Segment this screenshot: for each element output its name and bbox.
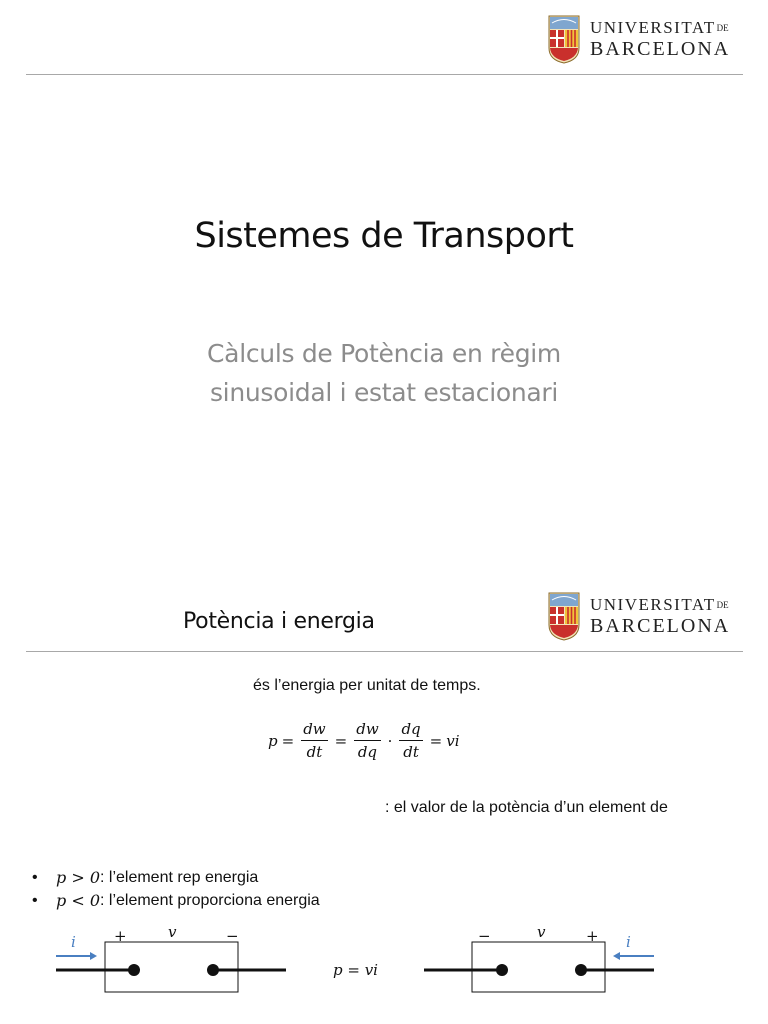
voltage-label: v bbox=[168, 923, 177, 941]
current-label: i bbox=[71, 933, 76, 951]
power-definition: és l’energia per unitat de temps. bbox=[253, 677, 481, 694]
header-divider bbox=[26, 74, 743, 75]
slide-title: Potència i energia bbox=[183, 609, 375, 634]
bullet-math: p < 0 bbox=[56, 891, 100, 910]
logo-wordmark bbox=[590, 19, 730, 59]
list-item bbox=[32, 889, 320, 912]
sign-convention-list bbox=[32, 866, 320, 912]
voltage-label: v bbox=[537, 923, 546, 941]
denominator: dq bbox=[357, 743, 378, 761]
subtitle-line-2: sinusoidal i estat estacionari bbox=[209, 378, 559, 407]
fraction-dq-dt bbox=[399, 720, 422, 761]
list-item bbox=[32, 866, 320, 889]
numerator: dw bbox=[301, 720, 327, 741]
power-sign-note: : el valor de la potència d’un element de bbox=[385, 799, 668, 816]
logo-wordmark bbox=[590, 596, 730, 636]
fraction-dw-dt bbox=[301, 720, 327, 761]
logo-line1: UNIVERSITATDE bbox=[590, 595, 729, 614]
formula-p: p bbox=[268, 731, 278, 750]
numerator: dq bbox=[399, 720, 422, 741]
formula-equals-2: = bbox=[334, 731, 348, 750]
bullet: • bbox=[32, 868, 38, 886]
header-divider bbox=[26, 651, 743, 652]
terminal-left bbox=[128, 964, 140, 976]
shield-icon bbox=[547, 591, 581, 641]
bullet-text: : l’element rep energia bbox=[100, 868, 259, 886]
subtitle-line-1: Càlculs de Potència en règim bbox=[207, 339, 561, 368]
arrow-right-icon bbox=[90, 952, 97, 960]
minus-sign: − bbox=[478, 927, 491, 945]
formula-vi: vi bbox=[446, 731, 460, 750]
power-product: p = vi bbox=[333, 961, 378, 979]
formula-equals-3: = bbox=[429, 731, 443, 750]
denominator: dt bbox=[306, 743, 323, 761]
arrow-left-icon bbox=[613, 952, 620, 960]
current-label: i bbox=[626, 933, 631, 951]
logo-line2: BARCELONA bbox=[590, 615, 731, 637]
terminal-left bbox=[496, 964, 508, 976]
formula-equals-1: = bbox=[281, 731, 295, 750]
formula-dot: · bbox=[387, 731, 393, 750]
minus-sign: − bbox=[226, 927, 239, 945]
terminal-right bbox=[207, 964, 219, 976]
bullet-text: : l’element proporciona energia bbox=[100, 891, 320, 909]
presentation-subtitle bbox=[0, 334, 768, 412]
presentation-title: Sistemes de Transport bbox=[194, 216, 574, 256]
slide-power-energy bbox=[0, 585, 768, 1024]
plus-sign: + bbox=[586, 927, 599, 945]
bullet-math: p > 0 bbox=[56, 868, 100, 887]
numerator: dw bbox=[354, 720, 380, 741]
denominator: dt bbox=[403, 743, 419, 761]
power-formula bbox=[268, 720, 460, 761]
university-logo bbox=[547, 14, 730, 64]
plus-sign: + bbox=[114, 927, 127, 945]
terminal-right bbox=[575, 964, 587, 976]
bullet: • bbox=[32, 891, 38, 909]
logo-line1: UNIVERSITATDE bbox=[590, 18, 729, 37]
fraction-dw-dq bbox=[354, 720, 380, 761]
shield-icon bbox=[547, 14, 581, 64]
university-logo bbox=[547, 591, 730, 641]
logo-line2: BARCELONA bbox=[590, 38, 731, 60]
